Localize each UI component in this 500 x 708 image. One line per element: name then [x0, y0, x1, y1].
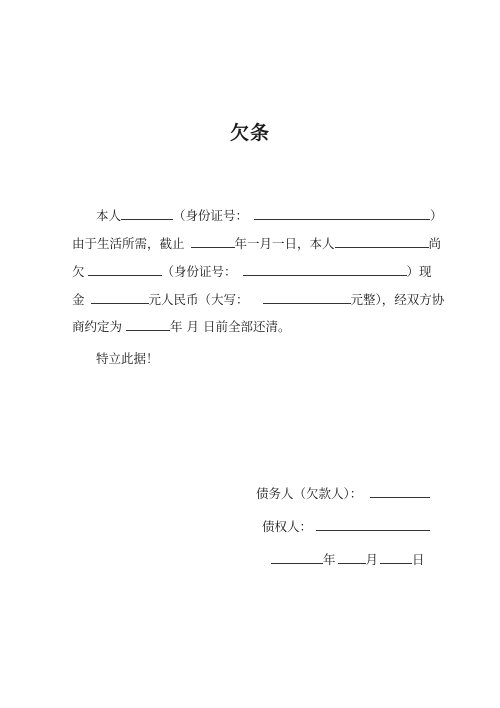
lender-id-blank[interactable]	[243, 263, 407, 276]
signing-date-row	[271, 551, 425, 569]
date-day-label: 日	[412, 552, 425, 567]
debtor-signature-blank[interactable]	[370, 485, 430, 498]
date-month-blank[interactable]	[338, 551, 366, 564]
due-year-blank[interactable]	[126, 318, 170, 331]
body-line-1	[96, 207, 443, 225]
date-year-label: 年	[323, 552, 336, 567]
text: 欠	[72, 264, 85, 279]
debtor-label: 债务人（欠款人）：	[256, 486, 363, 501]
text: 由于生活所需，截止	[72, 236, 185, 251]
closing-statement: 特立此据！	[96, 351, 159, 366]
amount-capital-blank[interactable]	[263, 291, 351, 304]
date-day-blank[interactable]	[380, 551, 412, 564]
borrower-name-blank[interactable]	[121, 207, 173, 220]
lender-extra-blank[interactable]	[88, 263, 162, 276]
text: ）	[430, 208, 443, 223]
text: （身份证号：	[161, 264, 237, 279]
borrower-id-blank[interactable]	[254, 207, 430, 220]
lender-name-blank[interactable]	[335, 235, 429, 248]
date-month-label: 月	[365, 552, 379, 567]
body-line-2	[72, 235, 441, 253]
text: 尚	[428, 236, 442, 251]
date-year-blank[interactable]	[271, 551, 323, 564]
text: 元整），经双方协	[350, 292, 445, 307]
cutoff-year-blank[interactable]	[191, 235, 235, 248]
debtor-signature-row	[256, 485, 430, 503]
amount-blank[interactable]	[91, 291, 149, 304]
creditor-signature-blank[interactable]	[316, 518, 430, 531]
body-line-5	[72, 318, 290, 336]
creditor-label: 债权人：	[262, 519, 313, 534]
document-title: 欠条	[229, 122, 270, 144]
text: 金	[72, 292, 85, 307]
text: （身份证号：	[173, 208, 249, 223]
body-line-4	[72, 291, 444, 309]
text: 年 月 日前全部还清。	[170, 319, 291, 334]
creditor-signature-row	[262, 518, 430, 536]
text: 年一月一日，本人	[234, 236, 335, 251]
body-line-3	[72, 263, 432, 281]
text: 本人	[96, 208, 122, 223]
text: 商约定为	[72, 319, 123, 334]
text: 元人民币（大写：	[148, 292, 249, 307]
text: ）现	[406, 264, 432, 279]
